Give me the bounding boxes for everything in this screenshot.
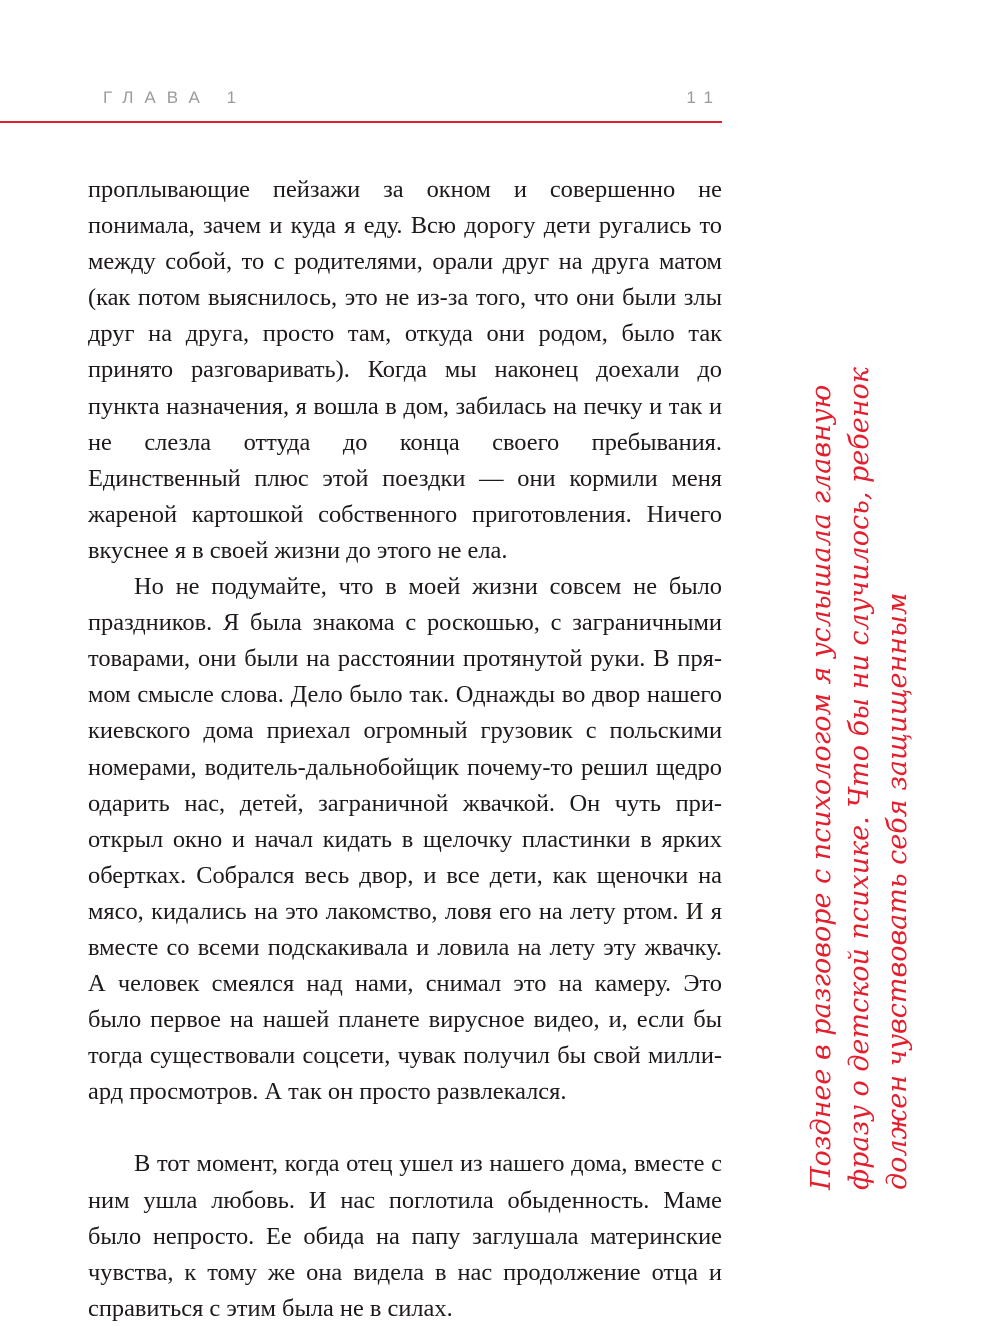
chapter-label: ГЛАВА 1 bbox=[103, 88, 248, 107]
page-number: 11 bbox=[686, 88, 722, 107]
handwritten-margin-note bbox=[803, 150, 917, 1190]
paragraph-3: В тот момент, когда отец ушел из нашего дома, вместе с ним ушла любовь. И нас поглотила обыденность. Маме было непросто. Ее обида на папу заглушала материнские чувства, к тому же она видела в нас продолжение отца и справиться с этим была не в силах. bbox=[88, 1150, 722, 1322]
running-header bbox=[0, 0, 722, 124]
margin-note-line-2: фразу о детской психике. Что бы ни случилось, ребенок bbox=[844, 367, 875, 1190]
paragraph-2: Но не подумайте, что в моей жизни совсем не было праздников. Я была знакома с роскошью, с заграничными товарами, они были на расстоянии протянутой руки. В прямом смысле слова. Дело было так. Однажды во двор нашего киевского дома приехал огромный грузовик с польскими номерами, водитель-дальнобойщик почему-то решил щедро одарить нас, детей, заграничной жвачкой. Он чуть приоткрыл окно и начал кидать в щелочку пластинки в ярких обертках. Собрался весь двор, и все дети, как щеночки на мясо, кидались на это лакомство, ловя его на лету ртом. И я вместе со всеми подскакивала и ловила на лету эту жвачку. А человек смеялся над нами, снимал это на камеру. Это было первое на нашей планете вирусное видео, и, если бы тогда существовали соцсети, чувак получил бы свой миллиард просмотров. А так он просто развлекался. bbox=[88, 573, 722, 1106]
header-divider bbox=[0, 121, 722, 123]
margin-note-line-1: Позднее в разговоре с психологом я услышала главную bbox=[806, 384, 837, 1190]
main-text bbox=[88, 172, 722, 1327]
margin-note-line-3: должен чувствовать себя защищенным bbox=[882, 592, 913, 1190]
paragraph-1: проплывающие пейзажи за окном и совершенно не понимала, зачем и куда я еду. Всю дорогу дети ругались то между собой, то с родителями, орали друг на друга матом (как потом выяснилось, это не из-за того, что они были злы друг на друга, просто там, откуда они родом, было так принято разговаривать). Когда мы наконец доехали до пункта назначения, я вошла в дом, забилась на печку и так и не слезла оттуда до конца своего пребывания. Единственный плюс этой поездки — они кормили меня жареной картошкой собственного приготовления. Ничего вкуснее я в своей жизни до этого не ела. bbox=[88, 176, 722, 564]
